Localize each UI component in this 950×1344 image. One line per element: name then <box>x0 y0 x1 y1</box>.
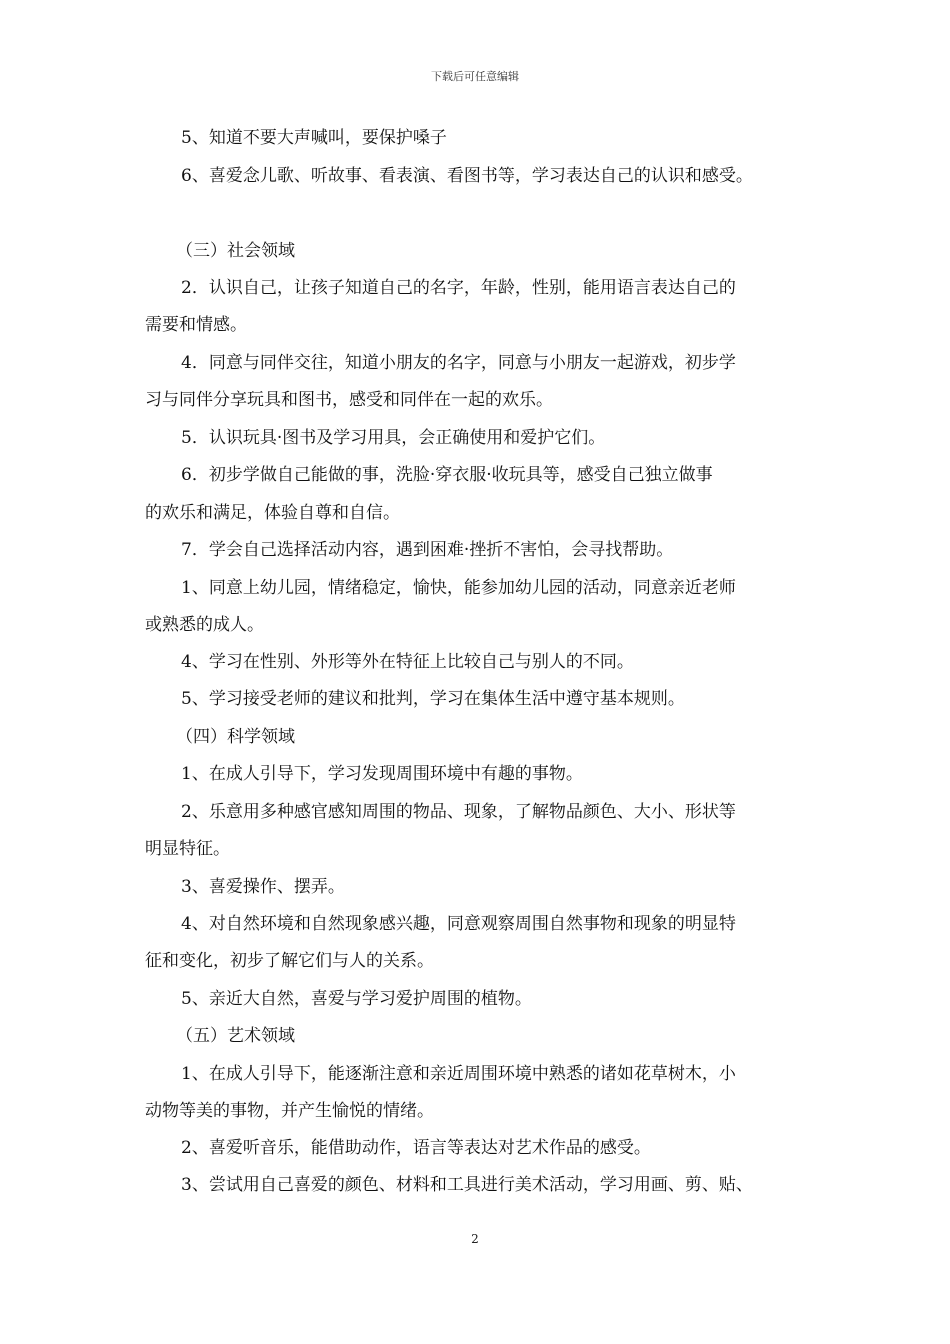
list-item-continuation: 习与同伴分享玩具和图书，感受和同伴在一起的欢乐。 <box>145 390 553 410</box>
list-item: 4、学习在性别、外形等外在特征上比较自己与别人的不同。 <box>181 652 634 672</box>
list-item: 6．初步学做自己能做的事，洗脸·穿衣服·收玩具等，感受自己独立做事 <box>181 465 713 485</box>
list-item-continuation: 动物等美的事物，并产生愉悦的情绪。 <box>145 1101 434 1121</box>
list-item: 5、知道不要大声喊叫，要保护嗓子 <box>181 128 447 148</box>
section-heading-art: （五）艺术领域 <box>176 1026 295 1046</box>
list-item: 3、尝试用自己喜爱的颜色、材料和工具进行美术活动，学习用画、剪、贴、 <box>181 1175 753 1195</box>
list-item: 3、喜爱操作、摆弄。 <box>181 877 345 897</box>
list-item: 5、学习接受老师的建议和批判，学习在集体生活中遵守基本规则。 <box>181 689 685 709</box>
list-item-continuation: 明显特征。 <box>145 839 230 859</box>
list-item: 4．同意与同伴交往，知道小朋友的名字，同意与小朋友一起游戏，初步学 <box>181 353 736 373</box>
page-header: 下载后可任意编辑 <box>431 70 519 83</box>
list-item: 7．学会自己选择活动内容，遇到困难·挫折不害怕，会寻找帮助。 <box>181 540 674 560</box>
list-item-continuation: 的欢乐和满足，体验自尊和自信。 <box>145 503 400 523</box>
list-item-continuation: 征和变化，初步了解它们与人的关系。 <box>145 951 434 971</box>
list-item: 2、乐意用多种感官感知周围的物品、现象，了解物品颜色、大小、形状等 <box>181 802 736 822</box>
list-item: 1、在成人引导下，学习发现周围环境中有趣的事物。 <box>181 764 583 784</box>
list-item: 1、在成人引导下，能逐渐注意和亲近周围环境中熟悉的诸如花草树木，小 <box>181 1064 736 1084</box>
page-number: 2 <box>471 1232 479 1246</box>
section-heading-science: （四）科学领域 <box>176 727 295 747</box>
section-heading-social: （三）社会领域 <box>176 241 295 261</box>
list-item-continuation: 需要和情感。 <box>145 315 247 335</box>
list-item: 2．认识自己，让孩子知道自己的名字，年龄，性别，能用语言表达自己的 <box>181 278 736 298</box>
list-item: 4、对自然环境和自然现象感兴趣，同意观察周围自然事物和现象的明显特 <box>181 914 736 934</box>
list-item: 6、喜爱念儿歌、听故事、看表演、看图书等，学习表达自己的认识和感受。 <box>181 166 753 186</box>
list-item: 5．认识玩具·图书及学习用具，会正确使用和爱护它们。 <box>181 428 606 448</box>
list-item: 2、喜爱听音乐，能借助动作，语言等表达对艺术作品的感受。 <box>181 1138 651 1158</box>
list-item: 5、亲近大自然，喜爱与学习爱护周围的植物。 <box>181 989 532 1009</box>
list-item-continuation: 或熟悉的成人。 <box>145 615 264 635</box>
list-item: 1、同意上幼儿园，情绪稳定，愉快，能参加幼儿园的活动，同意亲近老师 <box>181 578 736 598</box>
